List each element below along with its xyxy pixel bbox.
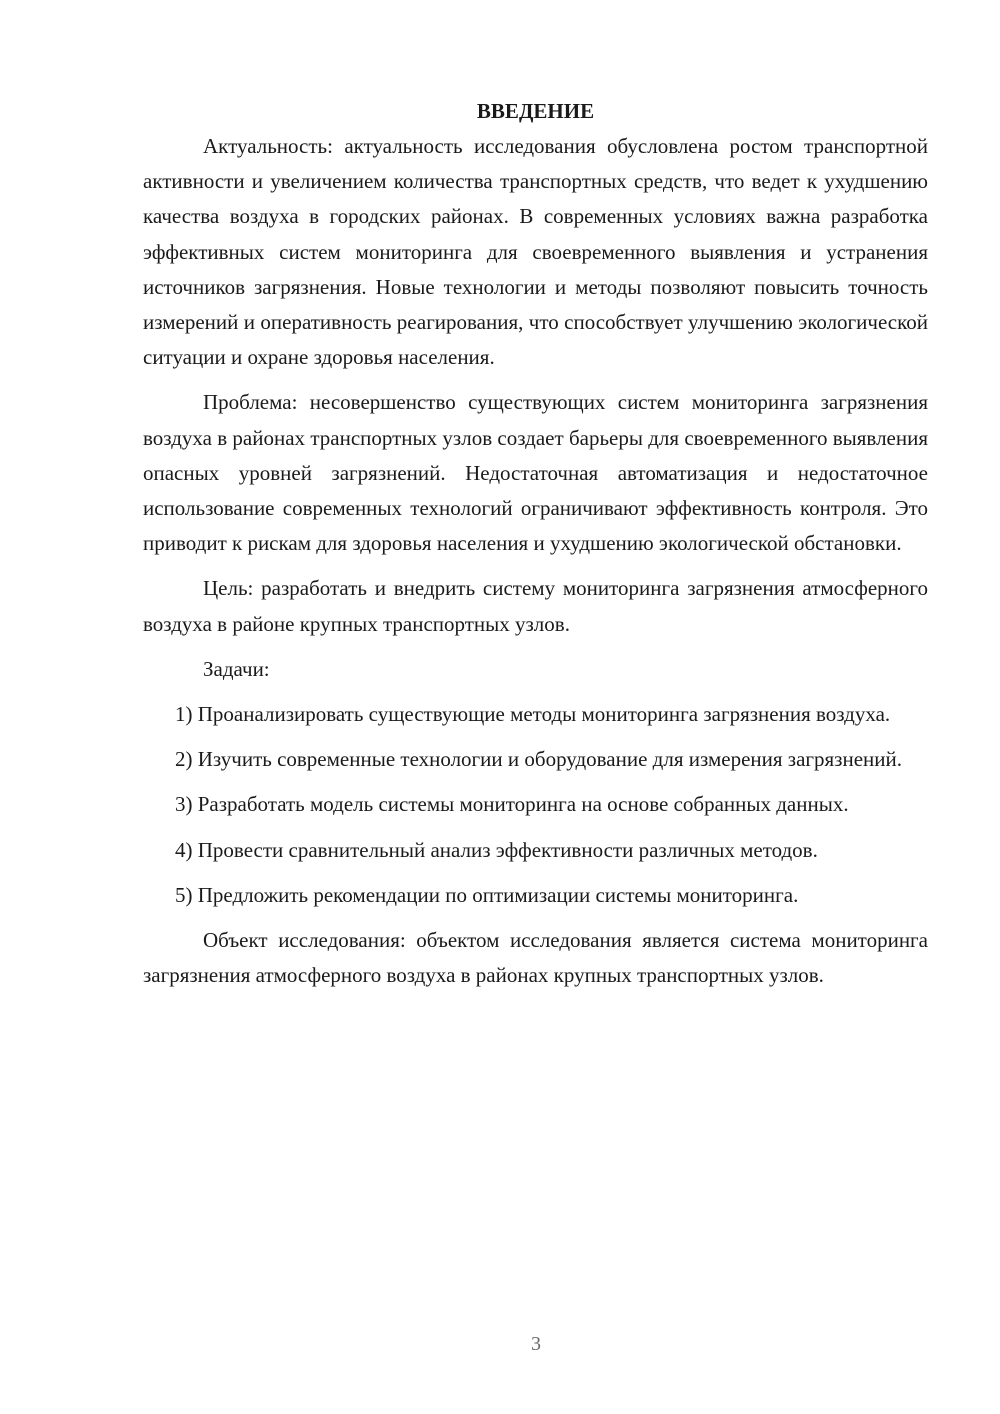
list-item: 1) Проанализировать существующие методы мониторинга загрязнения воздуха. xyxy=(175,702,891,727)
problem-paragraph: Проблема: несовершенство существующих систем мониторинга загрязнения воздуха в районах транспортных узлов создает барьеры для своевременного выявления опасных уровней загрязнений. Недостаточная автоматизация и недостаточное использование современных технологий ограничивают эффективность контроля. Это приводит к рискам для здоровья населения и ухудшению экологической обстановки. xyxy=(143,390,928,556)
list-item: 5) Предложить рекомендации по оптимизации системы мониторинга. xyxy=(175,882,799,907)
page-content xyxy=(143,94,928,993)
goal-paragraph: Цель: разработать и внедрить систему мониторинга загрязнения атмосферного воздуха в районе крупных транспортных узлов. xyxy=(143,576,928,636)
relevance-paragraph: Актуальность: актуальность исследования обусловлена ростом транспортной активности и увеличением количества транспортных средств, что ведет к ухудшению качества воздуха в городских районах. В современных условиях важна разработка эффективных систем мониторинга для своевременного выявления и устранения источников загрязнения. Новые технологии и методы позволяют повысить точность измерений и оперативность реагирования, что способствует улучшению экологической ситуации и охране здоровья населения. xyxy=(143,134,928,370)
object-paragraph: Объект исследования: объектом исследования является система мониторинга загрязнения атмосферного воздуха в районах крупных транспортных узлов. xyxy=(143,928,928,988)
page-number: 3 xyxy=(531,1333,541,1355)
tasks-label: Задачи: xyxy=(203,656,270,681)
section-title: ВВЕДЕНИЕ xyxy=(476,99,595,123)
list-item: 3) Разработать модель системы мониторинга на основе собранных данных. xyxy=(175,792,849,817)
list-item: 4) Провести сравнительный анализ эффективности различных методов. xyxy=(175,837,818,862)
tasks-list xyxy=(143,697,928,913)
list-item: 2) Изучить современные технологии и оборудование для измерения загрязнений. xyxy=(175,747,902,772)
